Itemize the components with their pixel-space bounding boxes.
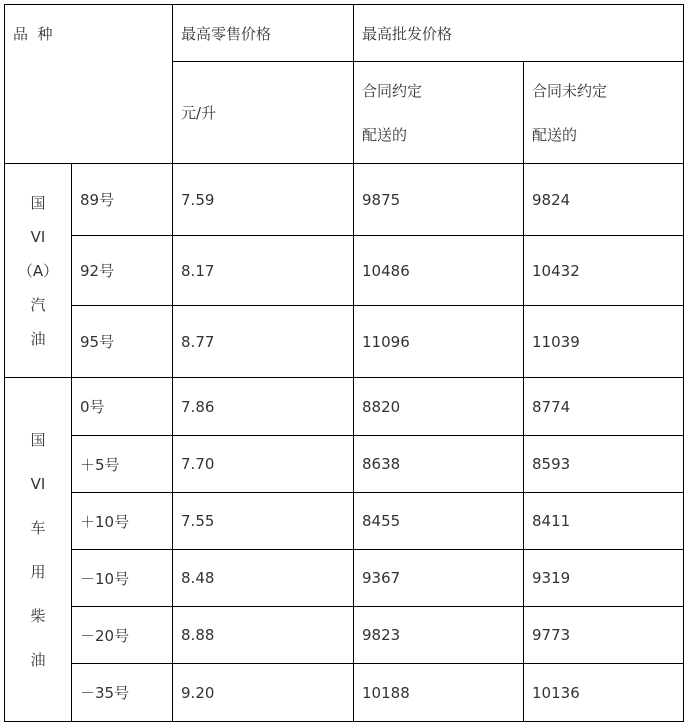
retail-cell: 7.70 (173, 436, 354, 493)
contract-cell: 10188 (354, 664, 524, 722)
grade-cell: －10号 (72, 550, 173, 607)
no-contract-cell: 10432 (524, 236, 684, 306)
table-row (5, 436, 684, 493)
no-contract-cell: 9319 (524, 550, 684, 607)
grade-cell: －35号 (72, 664, 173, 722)
diesel-label-char: 国 (30, 430, 46, 449)
diesel-category-label (5, 418, 71, 682)
grade-cell: 0号 (72, 378, 173, 436)
header-contract-delivery-line2: 配送的 (362, 125, 408, 144)
diesel-label-char: 油 (30, 650, 46, 669)
contract-cell: 8455 (354, 493, 524, 550)
table-row (5, 664, 684, 722)
table-row (5, 306, 684, 378)
gasoline-category-label (5, 186, 71, 356)
header-retail-max: 最高零售价格 (173, 5, 354, 62)
diesel-category (5, 378, 72, 722)
diesel-label-char: 柴 (30, 606, 46, 625)
grade-cell: ＋10号 (72, 493, 173, 550)
header-contract-no-delivery-line2: 配送的 (532, 125, 578, 144)
grade-cell: 92号 (72, 236, 173, 306)
grade-cell: ＋5号 (72, 436, 173, 493)
no-contract-cell: 11039 (524, 306, 684, 378)
gasoline-category (5, 164, 72, 378)
gasoline-label-char: 国 (30, 193, 46, 212)
gasoline-label-char: （A） (17, 261, 59, 280)
diesel-label-char: 车 (30, 518, 46, 537)
retail-cell: 7.86 (173, 378, 354, 436)
no-contract-cell: 9773 (524, 607, 684, 664)
header-variety: 品 种 (5, 5, 173, 164)
contract-cell: 8638 (354, 436, 524, 493)
contract-cell: 8820 (354, 378, 524, 436)
no-contract-cell: 8593 (524, 436, 684, 493)
table-row (5, 493, 684, 550)
diesel-label-char: 用 (30, 562, 46, 581)
header-contract-delivery-line1: 合同约定 (362, 81, 423, 100)
header-row-1 (5, 5, 684, 62)
fuel-price-table (4, 4, 684, 722)
header-contract-no-delivery-line1: 合同未约定 (532, 81, 608, 100)
no-contract-cell: 9824 (524, 164, 684, 236)
no-contract-cell: 10136 (524, 664, 684, 722)
table-row (5, 236, 684, 306)
retail-cell: 8.17 (173, 236, 354, 306)
no-contract-cell: 8411 (524, 493, 684, 550)
header-contract-no-delivery (524, 62, 684, 164)
contract-cell: 9875 (354, 164, 524, 236)
contract-cell: 10486 (354, 236, 524, 306)
gasoline-label-char: 油 (30, 329, 46, 348)
contract-cell: 11096 (354, 306, 524, 378)
contract-cell: 9367 (354, 550, 524, 607)
table-row (5, 550, 684, 607)
table-row (5, 607, 684, 664)
retail-cell: 7.55 (173, 493, 354, 550)
header-wholesale-max: 最高批发价格 (354, 5, 684, 62)
retail-cell: 8.88 (173, 607, 354, 664)
retail-cell: 8.48 (173, 550, 354, 607)
retail-cell: 9.20 (173, 664, 354, 722)
gasoline-label-char: 汽 (30, 295, 46, 314)
no-contract-cell: 8774 (524, 378, 684, 436)
table-row (5, 378, 684, 436)
contract-cell: 9823 (354, 607, 524, 664)
grade-cell: 89号 (72, 164, 173, 236)
diesel-label-char: VI (30, 474, 46, 493)
retail-cell: 7.59 (173, 164, 354, 236)
table-row (5, 164, 684, 236)
grade-cell: －20号 (72, 607, 173, 664)
header-contract-delivery (354, 62, 524, 164)
grade-cell: 95号 (72, 306, 173, 378)
gasoline-label-char: VI (30, 227, 46, 246)
header-retail-unit: 元/升 (173, 62, 354, 164)
retail-cell: 8.77 (173, 306, 354, 378)
